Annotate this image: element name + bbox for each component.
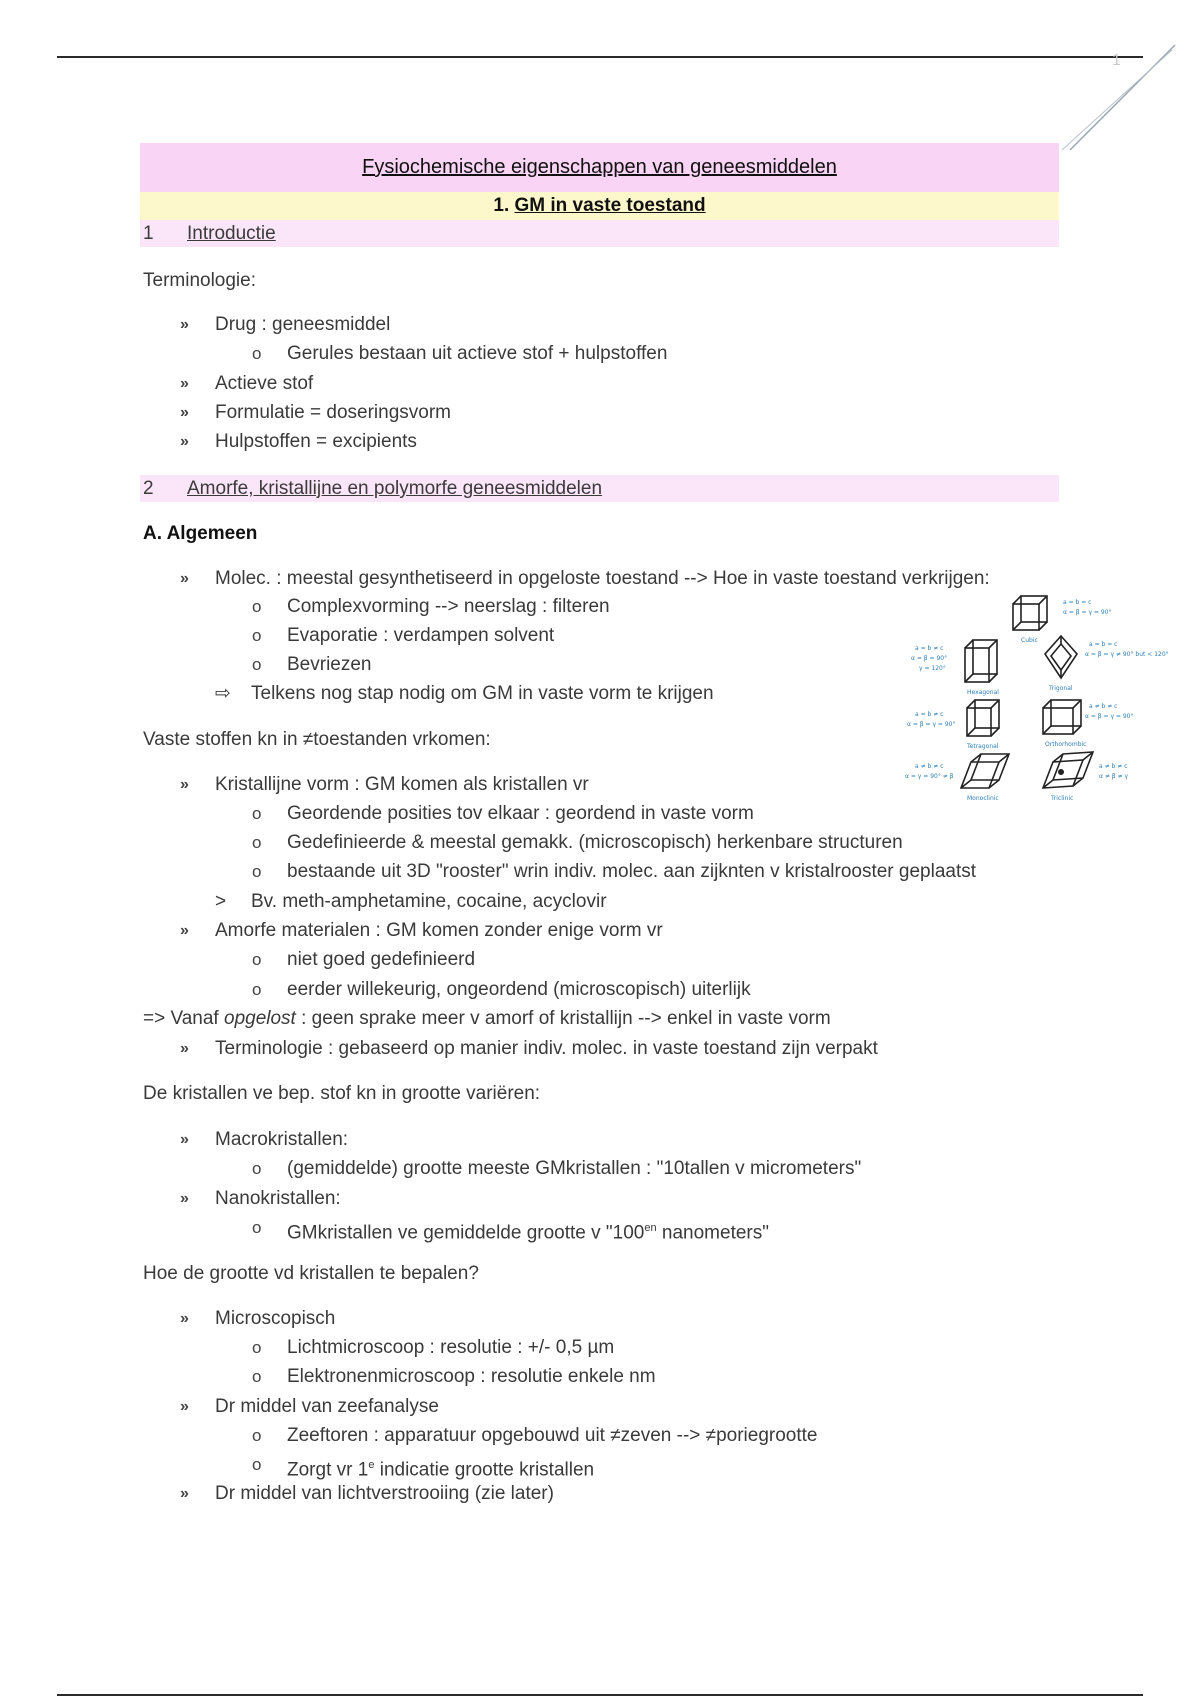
paragraph: De kristallen ve bep. stof kn in grootte variëren: — [143, 1083, 541, 1104]
superscript: en — [644, 1222, 657, 1234]
paragraph: Hoe de grootte vd kristallen te bepalen? — [143, 1263, 479, 1284]
bullet-marker: » — [180, 922, 189, 939]
crystal-param: a ≠ b ≠ c — [1089, 703, 1118, 710]
list-item — [287, 1453, 594, 1482]
paragraph: Vaste stoffen kn in ≠toestanden vrkomen: — [143, 729, 491, 750]
list-item: Geordende posities tov elkaar : geordend in vaste vorm — [287, 803, 754, 824]
bullet-marker: » — [180, 316, 189, 333]
section-title: Introductie — [187, 223, 276, 244]
conclusion-italic: opgelost — [224, 1008, 296, 1029]
section-number: 1 — [143, 223, 154, 244]
crystal-param: a = b = c — [1089, 641, 1118, 648]
crystal-param: α = β = γ = 90° — [907, 721, 956, 728]
list-item: Molec. : meestal gesynthetiseerd in opgeloste toestand --> Hoe in vaste toestand verkrijgen: — [215, 568, 990, 589]
list-item: Dr middel van zeefanalyse — [215, 1396, 439, 1417]
page-number: 1 — [1112, 52, 1121, 69]
sub-bullet-marker: o — [252, 862, 262, 881]
sub-bullet-marker: o — [252, 833, 262, 852]
sub-bullet-marker: o — [252, 804, 262, 823]
crystal-param: a = b = c — [1063, 599, 1092, 606]
orthorhombic-cell — [1043, 700, 1081, 734]
list-item: Complexvorming --> neerslag : filteren — [287, 596, 610, 617]
list-item: Drug : geneesmiddel — [215, 314, 391, 335]
sub-bullet-marker: o — [252, 980, 262, 999]
crystal-name: Trigonal — [1049, 685, 1073, 692]
section-heading-1 — [140, 220, 1059, 247]
terminologie-label: Terminologie: — [143, 270, 256, 291]
crystal-param: a ≠ b ≠ c — [915, 763, 944, 770]
list-item: Kristallijne vorm : GM komen als kristallen vr — [215, 774, 589, 795]
list-item: Zeeftoren : apparatuur opgebouwd uit ≠zeven --> ≠poriegrootte — [287, 1425, 818, 1446]
list-item: eerder willekeurig, ongeordend (microscopisch) uiterlijk — [287, 979, 751, 1000]
sub-bullet-marker: o — [252, 655, 262, 674]
crystal-name: Orthorhombic — [1045, 741, 1087, 748]
cubic-cell — [1013, 596, 1047, 630]
list-item: Telkens nog stap nodig om GM in vaste vorm te krijgen — [251, 683, 714, 704]
top-rule — [57, 56, 1143, 58]
list-item: Microscopisch — [215, 1308, 336, 1329]
list-item: (gemiddelde) grootte meeste GMkristallen : "10tallen v micrometers" — [287, 1158, 862, 1179]
document-title-bar — [140, 143, 1059, 192]
list-item: Evaporatie : verdampen solvent — [287, 625, 555, 646]
monoclinic-cell — [961, 754, 1009, 788]
crystal-param: α = β = 90° — [911, 655, 948, 662]
crystal-param: α = γ = 90° ≠ β — [905, 773, 954, 780]
document-title: Fysiochemische eigenschappen van geneesmiddelen — [362, 156, 837, 178]
list-item: Gerules bestaan uit actieve stof + hulpstoffen — [287, 343, 668, 364]
list-item: Bv. meth-amphetamine, cocaine, acyclovir — [251, 891, 607, 912]
bullet-marker: » — [180, 1040, 189, 1057]
superscript: e — [368, 1459, 375, 1471]
bullet-marker: » — [180, 1190, 189, 1207]
crystal-param: α = β = γ = 90° — [1085, 713, 1134, 720]
crystal-param: γ = 120° — [919, 665, 946, 672]
sub-bullet-marker: o — [252, 950, 262, 969]
bullet-marker: » — [180, 1398, 189, 1415]
sub-bullet-marker: o — [252, 1426, 262, 1445]
tetragonal-cell — [967, 700, 999, 736]
arrow-marker: ⇨ — [215, 683, 231, 704]
gt-marker: > — [215, 891, 227, 912]
text-part: indicatie grootte kristallen — [374, 1459, 595, 1481]
crystal-name: Triclinic — [1051, 795, 1074, 802]
trigonal-cell — [1045, 636, 1077, 678]
chapter-prefix: 1. — [493, 195, 515, 216]
conclusion-line — [143, 1007, 831, 1031]
bullet-marker: » — [180, 375, 189, 392]
triclinic-cell — [1043, 752, 1093, 788]
list-item: Macrokristallen: — [215, 1129, 349, 1150]
bullet-marker: » — [180, 1131, 189, 1148]
sub-bullet-marker: o — [252, 1159, 262, 1178]
crystal-name: Hexagonal — [967, 689, 999, 696]
list-item — [287, 1216, 769, 1245]
bullet-marker: » — [180, 570, 189, 587]
list-item: bestaande uit 3D "rooster" wrin indiv. molec. aan zijknten v kristalrooster geplaatst — [287, 861, 977, 882]
section-number: 2 — [143, 478, 154, 499]
text-part: nanometers" — [656, 1222, 769, 1244]
list-item: Dr middel van lichtverstrooiing (zie later) — [215, 1483, 554, 1504]
crystal-param: a = b ≠ c — [915, 711, 944, 718]
sub-bullet-marker: o — [252, 344, 262, 363]
bullet-marker: » — [180, 776, 189, 793]
crystal-param: α = β = γ ≠ 90° but < 120° — [1085, 651, 1169, 658]
sub-bullet-marker: o — [252, 1455, 262, 1474]
text-part: GMkristallen ve gemiddelde grootte v "100 — [287, 1222, 645, 1244]
text-part: Zorgt vr 1 — [287, 1459, 369, 1481]
sub-bullet-marker: o — [252, 1338, 262, 1357]
crystal-systems-figure — [895, 590, 1180, 830]
chapter-title-bar — [140, 192, 1059, 220]
crystal-param: a ≠ b ≠ c — [1099, 763, 1128, 770]
list-item: Formulatie = doseringsvorm — [215, 402, 452, 423]
hexagonal-cell — [965, 640, 997, 682]
bullet-marker: » — [180, 1310, 189, 1327]
bullet-marker: » — [180, 1485, 189, 1502]
bullet-marker: » — [180, 433, 189, 450]
crystal-param: α = β = γ = 90° — [1063, 609, 1112, 616]
list-item: Hulpstoffen = excipients — [215, 431, 417, 452]
list-item: Nanokristallen: — [215, 1188, 341, 1209]
crystal-name: Cubic — [1021, 637, 1038, 644]
crystal-param: a = b ≠ c — [915, 645, 944, 652]
list-item: Bevriezen — [287, 654, 372, 675]
bullet-marker: » — [180, 404, 189, 421]
list-item: Gedefinieerde & meestal gemakk. (microscopisch) herkenbare structuren — [287, 832, 903, 853]
list-item: Terminologie : gebaseerd op manier indiv. molec. in vaste toestand zijn verpakt — [215, 1038, 878, 1059]
sub-bullet-marker: o — [252, 1367, 262, 1386]
list-item: Elektronenmicroscoop : resolutie enkele nm — [287, 1366, 656, 1387]
sub-bullet-marker: o — [252, 597, 262, 616]
crystal-param: α ≠ β ≠ γ — [1099, 773, 1129, 780]
section-heading-2 — [140, 475, 1059, 502]
subsection-heading: A. Algemeen — [143, 523, 258, 544]
conclusion-prefix: => Vanaf — [143, 1008, 224, 1029]
crystal-name: Tetragonal — [967, 743, 999, 750]
section-title: Amorfe, kristallijne en polymorfe geneesmiddelen — [187, 478, 603, 499]
sub-bullet-marker: o — [252, 1218, 262, 1237]
page-corner-decoration — [1060, 40, 1180, 160]
crystal-name: Monoclinic — [967, 795, 999, 802]
conclusion-text: : geen sprake meer v amorf of kristallijn --> enkel in vaste vorm — [295, 1008, 831, 1029]
list-item: Lichtmicroscoop : resolutie : +/- 0,5 µm — [287, 1337, 615, 1358]
sub-bullet-marker: o — [252, 626, 262, 645]
chapter-title: GM in vaste toestand — [514, 195, 706, 216]
bottom-rule — [57, 1694, 1143, 1696]
list-item: niet goed gedefinieerd — [287, 949, 476, 970]
list-item: Actieve stof — [215, 373, 314, 394]
list-item: Amorfe materialen : GM komen zonder enige vorm vr — [215, 920, 663, 941]
